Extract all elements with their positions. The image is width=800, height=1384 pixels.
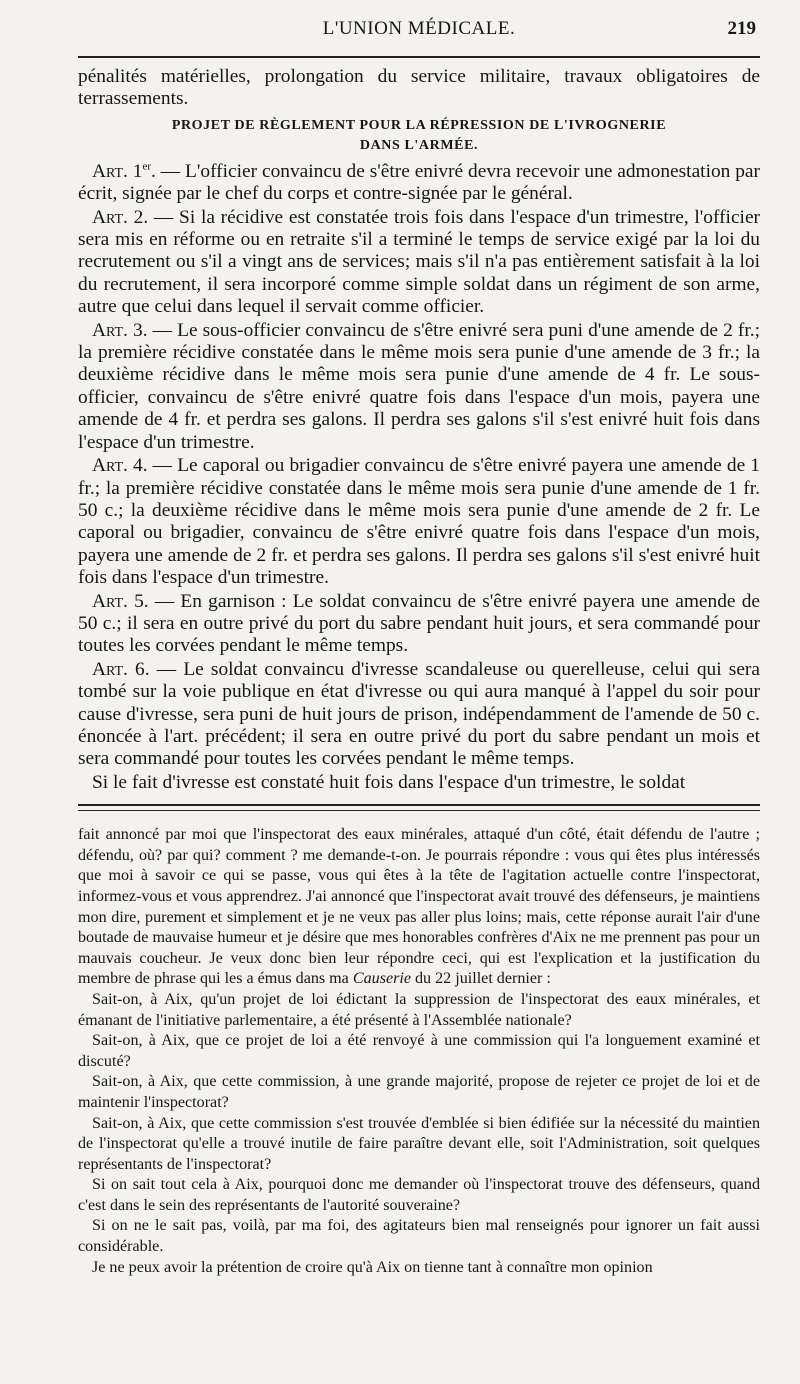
note-p1-before: fait annoncé par moi que l'inspectorat des eaux minérales, attaqué d'un côté, était défendu de l'autre ; défendu, où? par qui? comment ? me demande-t-on. Je pourrais répondre : vous qui êtes plus intéressés que moi à savoir ce qui se passe, vous qui êtes à la tête de l'agitation actuelle contre l'inspectorat, informez-vous et vous apprendrez. J'ai annoncé que l'inspectorat avait trouvé des défenseurs, je maintiens mon dire, purement et simplement et je ne veux pas aller plus loins; mais, cette réponse aurait l'air d'une boutade de mauvaise humeur et je désire que mes honorables confrères d'Aix ne me prennent pas pour un mauvais coucheur. Je veux donc bien leur répondre ceci, qui est l'explication et la justification du membre de phrase qui les a émus dans ma: [78, 826, 760, 988]
heading-line-2: DANS L'ARMÉE.: [359, 137, 479, 153]
article-3-text: . — Le sous-officier convaincu de s'être enivré sera puni d'une amende de 2 fr.; la première récidive constatée dans le même mois sera punie d'une amende de 3 fr.; la deuxième récidive dans le même mois sera punie d'une amende de 4 fr. Le sous-officier, convaincu de s'être enivré quatre fois dans l'espace d'un mois, payera une amende de 4 fr. et perdra ses galons. Il perdra ses galons s'il s'est enivré huit fois dans l'espace d'un trimestre.: [78, 319, 760, 453]
article-5-text: . — En garnison : Le soldat convaincu de s'être enivré payera une amende de 50 c.; il sera en outre privé du port du sabre pendant huit jours, et sera commandé pour toutes les corvées pendant le même temps.: [78, 590, 760, 657]
page-number: 219: [727, 18, 756, 39]
article-2: [78, 207, 760, 319]
closing-line: Si le fait d'ivresse est constaté huit fois dans l'espace d'un trimestre, le soldat: [92, 771, 686, 793]
heading-line-1: PROJET DE RÈGLEMENT POUR LA RÉPRESSION DE L'IVROGNERIE: [171, 117, 667, 133]
note-paragraph-1: [78, 825, 760, 990]
main-text: [78, 66, 760, 794]
running-header: [78, 0, 760, 44]
footnote-text: [78, 825, 760, 1278]
article-4-label: Art. 4: [92, 455, 143, 477]
article-6-label: Art. 6: [92, 658, 145, 680]
article-4-text: . — Le caporal ou brigadier convaincu de s'être enivré payera une amende de 1 fr.; la première récidive constatée dans le même mois sera punie d'une amende de 1 fr. 50 c.; la deuxième récidive dans le même mois sera punie d'une amende de 2 fr. Le caporal ou brigadier, convaincu de s'être enivré quatre fois dans l'espace d'un mois, payera une amende de 2 fr. et perdra ses galons. Il perdra ses galons s'il s'est enivré huit fois dans l'espace d'un trimestre.: [78, 455, 760, 589]
note-paragraph-5: Sait-on, à Aix, que cette commission s'est trouvée d'emblée si bien édifiée sur la nécessité du maintien de l'inspectorat qu'elle a trouvé inutile de faire paraître devant elle, soit l'Administration, soit quelques représentants de l'inspectorat?: [78, 1114, 760, 1173]
intro-paragraph: pénalités matérielles, prolongation du service militaire, travaux obligatoires de terrassements.: [78, 66, 760, 110]
note-paragraph-7: Si on ne le sait pas, voilà, par ma foi, des agitateurs bien mal renseignés pour ignorer un fait aussi considérable.: [78, 1217, 760, 1256]
footnote-separator: [78, 804, 760, 811]
article-1-label: Art. 1: [92, 160, 143, 182]
article-2-label: Art. 2: [92, 206, 144, 228]
note-paragraph-3: Sait-on, à Aix, que ce projet de loi a été renvoyé à une commission qui l'a longuement examiné et discuté?: [78, 1032, 760, 1070]
note-p1-italic: Causerie: [352, 970, 411, 988]
article-5-label: Art. 5: [92, 590, 144, 612]
note-paragraph-6: Si on sait tout cela à Aix, pourquoi donc me demander où l'inspectorat trouve des défenseurs, quand c'est dans le sein des représentants de l'autorité souveraine?: [78, 1176, 760, 1214]
article-3: [78, 320, 760, 454]
article-6: [78, 659, 760, 771]
article-2-text: . — Si la récidive est constatée trois fois dans l'espace d'un trimestre, l'officier sera mis en réforme ou en retraite s'il a terminé le temps de service exigé par la loi du recrutement ou s'il a vingt ans de services; mais s'il n'a pas entièrement satisfait à la loi du recrutement, il sera incorporé comme simple soldat dans un régiment de son arme, autre que celui dans lequel il servait comme officier.: [78, 206, 761, 318]
journal-title: L'UNION MÉDICALE.: [322, 18, 516, 39]
section-heading: [78, 116, 760, 156]
article-4: [78, 455, 760, 589]
article-5: [78, 591, 760, 658]
article-3-label: Art. 3: [92, 319, 143, 341]
note-p1-after: du 22 juillet dernier :: [410, 970, 551, 988]
note-paragraph-8: Je ne peux avoir la prétention de croire qu'à Aix on tienne tant à connaître mon opinion: [92, 1258, 653, 1276]
article-6-text: . — Le soldat convaincu d'ivresse scandaleuse ou querelleuse, celui qui sera tombé sur la voie publique en état d'ivresse ou qui aura manqué à l'appel du soir pour cause d'ivresse, sera puni de huit jours de prison, indépendamment de l'amende de 50 c. énoncée à l'art. précédent; il sera en outre privé du port du sabre pendant un mois et sera commandé pour toutes les corvées pendant le même temps.: [78, 658, 760, 770]
article-1-sup: er: [142, 160, 152, 173]
article-1: [78, 161, 760, 206]
article-1-text: . — L'officier convaincu de s'être enivré devra recevoir une admonestation par écrit, signée par le chef du corps et contre-signée par le général.: [78, 160, 760, 205]
note-paragraph-2: Sait-on, à Aix, qu'un projet de loi édictant la suppression de l'inspectorat des eaux minérales, et émanant de l'initiative parlementaire, a été présenté à l'Assemblée nationale?: [78, 990, 760, 1029]
note-paragraph-4: Sait-on, à Aix, que cette commission, à une grande majorité, propose de rejeter ce projet de loi et de maintenir l'inspectorat?: [78, 1073, 760, 1111]
header-rule: [78, 56, 760, 58]
